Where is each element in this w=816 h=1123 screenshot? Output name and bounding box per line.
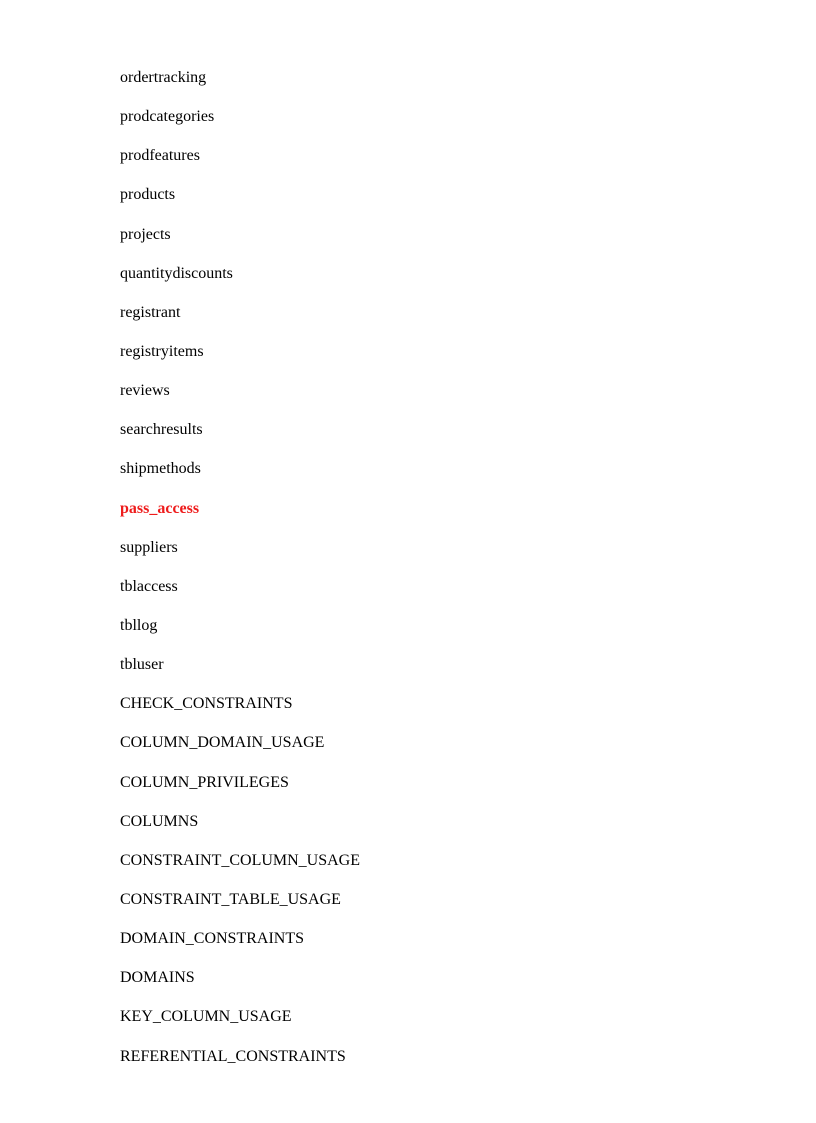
table-name-item: searchresults [120,421,203,439]
table-name-item: CONSTRAINT_COLUMN_USAGE [120,851,361,869]
table-name-item-highlighted: pass_access [120,499,200,517]
table-name-item: quantitydiscounts [120,264,233,282]
table-name-item: COLUMNS [120,812,199,830]
table-name-item: CHECK_CONSTRAINTS [120,695,293,713]
table-name-item: shipmethods [120,460,201,478]
table-name-item: KEY_COLUMN_USAGE [120,1008,292,1026]
table-name-item: tblaccess [120,577,178,595]
table-name-item: prodcategories [120,108,215,126]
table-name-item: suppliers [120,538,178,556]
table-name-item: projects [120,225,171,243]
table-name-item: CONSTRAINT_TABLE_USAGE [120,890,341,908]
table-name-item: registrant [120,303,181,321]
table-name-item: tbluser [120,656,164,674]
table-name-item: DOMAINS [120,969,195,987]
table-name-list [120,68,360,1086]
table-name-item: COLUMN_PRIVILEGES [120,773,289,791]
table-name-item: products [120,186,176,204]
table-name-item: ordertracking [120,69,207,86]
table-name-item: REFERENTIAL_CONSTRAINTS [120,1047,346,1065]
table-name-item: tbllog [120,616,158,634]
table-name-item: reviews [120,382,170,400]
table-name-item: DOMAIN_CONSTRAINTS [120,930,305,948]
table-name-item: COLUMN_DOMAIN_USAGE [120,734,325,752]
table-name-item: registryitems [120,342,204,360]
table-name-item: prodfeatures [120,147,200,165]
